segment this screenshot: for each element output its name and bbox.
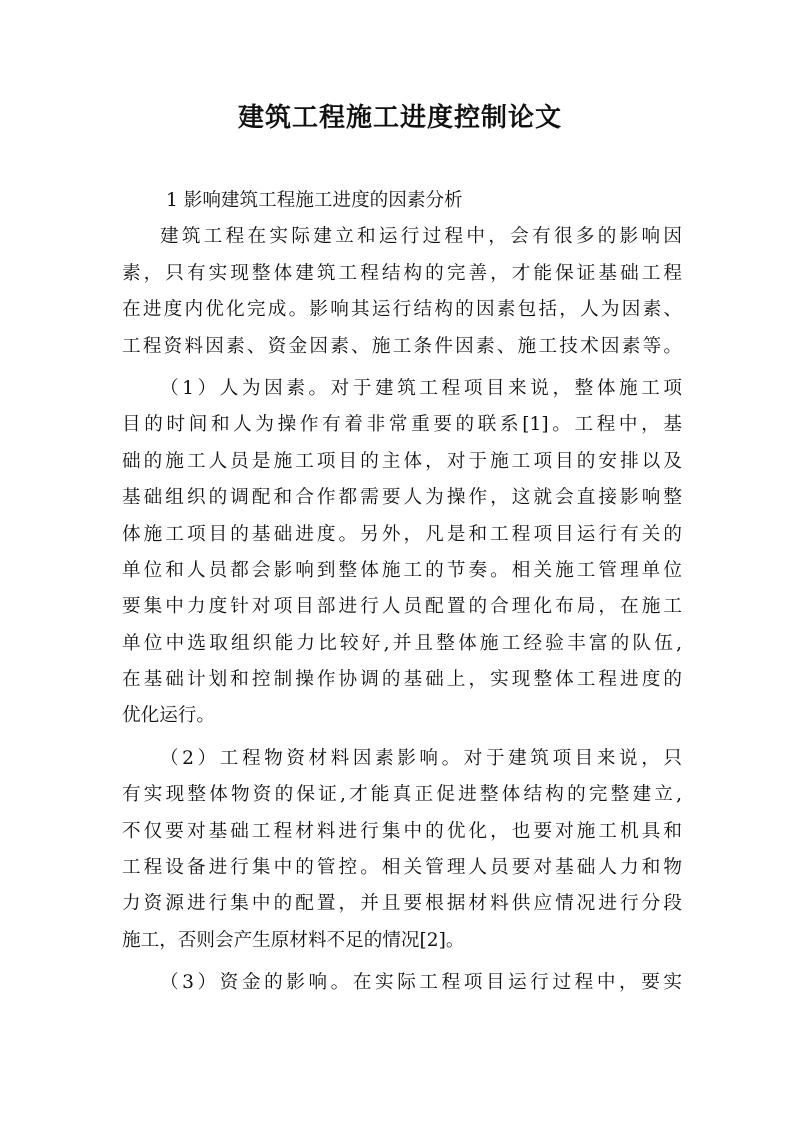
paragraph-line: 力资源进行集中的配置，并且要根据材料供应情况进行分段	[122, 893, 682, 915]
paragraph-line: 素，只有实现整体建筑工程结构的完善，才能保证基础工程	[122, 262, 682, 284]
paragraph-1	[122, 219, 682, 365]
paragraph-3	[122, 741, 682, 959]
paragraph-line: （1）人为因素。对于建筑工程项目来说，整体施工项	[160, 377, 682, 399]
paragraph-4	[122, 965, 682, 1001]
paragraph-line: 单位和人员都会影响到整体施工的节奏。相关施工管理单位	[122, 559, 682, 581]
section-heading: 1 影响建筑工程施工进度的因素分析	[166, 190, 463, 211]
paragraph-2	[122, 371, 682, 735]
paragraph-line: （3）资金的影响。在实际工程项目运行过程中，要实	[160, 972, 682, 994]
paragraph-line: 建筑工程在实际建立和运行过程中，会有很多的影响因	[160, 226, 682, 248]
paragraph-line: 础的施工人员是施工项目的主体，对于施工项目的安排以及	[122, 450, 682, 472]
paragraph-line: （2）工程物资材料因素影响。对于建筑项目来说，只	[160, 747, 682, 769]
paragraph-line: 目的时间和人为操作有着非常重要的联系[1]。工程中，基	[122, 414, 682, 436]
paragraph-line: 优化运行。	[122, 705, 215, 727]
paragraph-line: 在基础计划和控制操作协调的基础上，实现整体工程进度的	[122, 669, 682, 691]
paragraph-line: 体施工项目的基础进度。另外，凡是和工程项目运行有关的	[122, 523, 682, 545]
paragraph-line: 基础组织的调配和合作都需要人为操作，这就会直接影响整	[122, 487, 682, 509]
paragraph-line: 要集中力度针对项目部进行人员配置的合理化布局，在施工	[122, 596, 682, 618]
paragraph-line: 有实现整体物资的保证,才能真正促进整体结构的完整建立,	[122, 784, 682, 806]
paragraph-line: 施工，否则会产生原材料不足的情况[2]。	[122, 929, 465, 951]
paragraph-line: 单位中选取组织能力比较好,并且整体施工经验丰富的队伍,	[122, 632, 682, 654]
paragraph-line: 不仅要对基础工程材料进行集中的优化，也要对施工机具和	[122, 820, 682, 842]
document-body	[122, 183, 682, 1002]
document-title: 建筑工程施工进度控制论文	[237, 103, 562, 133]
paragraph-line: 工程设备进行集中的管控。相关管理人员要对基础人力和物	[122, 857, 682, 879]
paragraph-line: 工程资料因素、资金因素、施工条件因素、施工技术因素等。	[122, 335, 682, 357]
paragraph-line: 在进度内优化完成。影响其运行结构的因素包括，人为因素、	[122, 299, 682, 321]
